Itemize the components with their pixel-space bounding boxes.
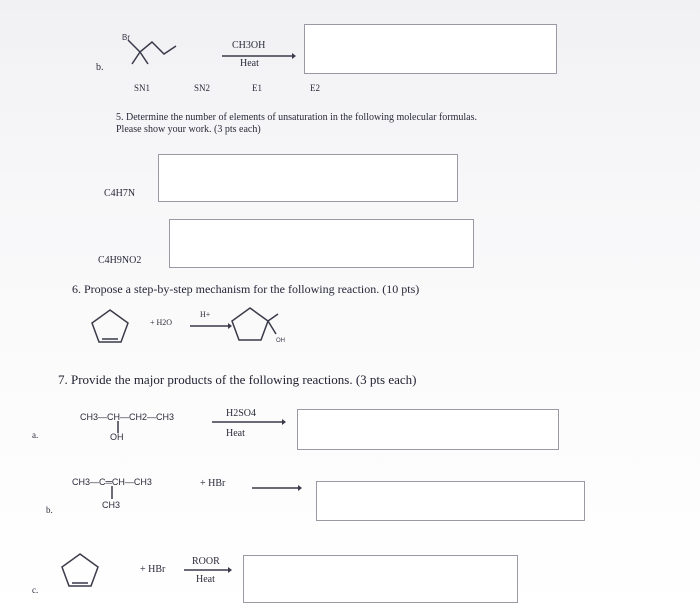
formula-2: C4H9NO2 [98, 255, 142, 266]
q7c-label: c. [32, 585, 39, 595]
q7c-reagent-bottom: Heat [196, 574, 215, 585]
q7c-plus-hbr: + HBr [140, 564, 166, 575]
option-e1[interactable]: E1 [252, 83, 262, 93]
q7a-answer-box[interactable] [297, 409, 559, 450]
q7a-label: a. [32, 430, 39, 440]
q7-prompt: 7. Provide the major products of the following reactions. (3 pts each) [58, 372, 417, 387]
option-e2[interactable]: E2 [310, 83, 320, 93]
cyclopentene-structure [90, 308, 130, 344]
q7b-reactant: CH3—C═CH—CH3 [72, 477, 152, 487]
q6-water: + H2O [150, 318, 173, 327]
q6-prompt: 6. Propose a step-by-step mechanism for the following reaction. (10 pts) [72, 282, 420, 296]
q7b-arrow [252, 484, 302, 492]
q7b-label: b. [46, 505, 53, 515]
q4b-reagent-top: CH3OH [232, 40, 266, 51]
q7a-reagent-bottom: Heat [226, 428, 245, 439]
hydroxyl-label: OH [276, 338, 285, 344]
q5-prompt: 5. Determine the number of elements of unsaturation in the following molecular formulas. [116, 112, 478, 123]
bromo-label: Br [122, 33, 130, 42]
q7a-arrow [212, 418, 286, 426]
q7c-answer-box[interactable] [243, 555, 518, 603]
q4b-label: b. [96, 62, 104, 73]
q7a-hydroxyl: OH [110, 432, 124, 442]
q4b-answer-box[interactable] [304, 24, 557, 74]
q7b-plus-hbr: + HBr [200, 478, 226, 489]
q6-arrow [190, 322, 232, 330]
q6-catalyst: H+ [200, 310, 211, 319]
q7b-bond-down [110, 486, 114, 499]
option-sn2[interactable]: SN2 [194, 83, 211, 93]
q7c-reagent-top: ROOR [192, 556, 220, 567]
q7b-methyl: CH3 [102, 500, 121, 510]
q5-answer-box-1[interactable] [158, 154, 458, 202]
q4b-reagent-bottom: Heat [240, 58, 259, 69]
q7a-reagent-top: H2SO4 [226, 408, 257, 419]
formula-1: C4H7N [104, 188, 136, 199]
alkyl-bromide-structure [118, 32, 198, 72]
q5-instructions: Please show your work. (3 pts each) [116, 124, 261, 135]
q7c-arrow [184, 566, 232, 574]
reaction-arrow [222, 52, 296, 60]
q5-answer-box-2[interactable] [169, 219, 474, 268]
methylcyclopentanol-structure [232, 306, 292, 346]
q7c-cyclopentene-structure [60, 552, 100, 588]
option-sn1[interactable]: SN1 [134, 83, 151, 93]
q7b-answer-box[interactable] [316, 481, 585, 521]
q7a-reactant: CH3—CH—CH2—CH3 [80, 412, 175, 422]
